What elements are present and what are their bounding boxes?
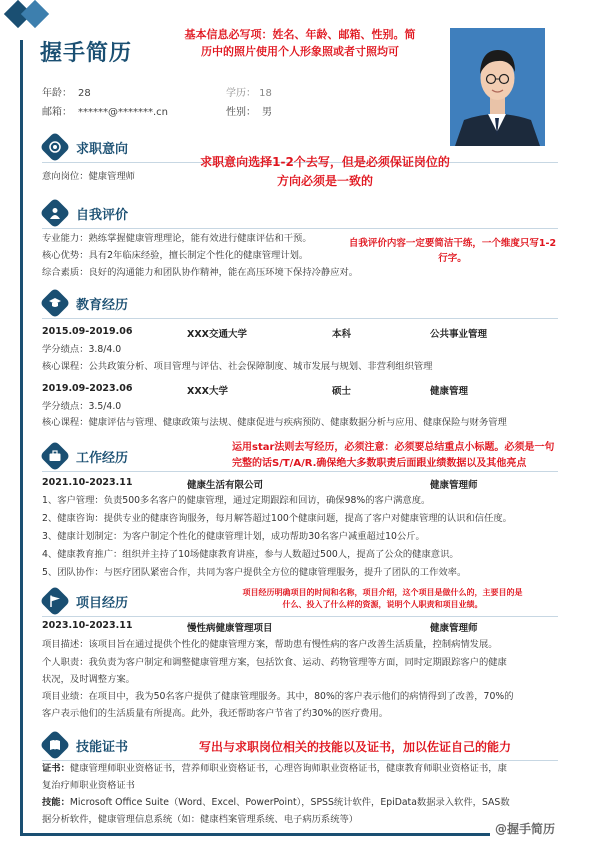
profile-photo bbox=[450, 28, 545, 146]
target-icon bbox=[42, 134, 68, 160]
intent-note: 求职意向选择1-2个去写，但是必须保证岗位的方向必须是一致的 bbox=[200, 155, 450, 188]
decor-diamond bbox=[21, 0, 49, 28]
work-item: 3、健康计划制定：为客户制定个性化的健康管理计划，成功帮助30名客户减重超过10公斤。 bbox=[42, 531, 425, 542]
frame-border bbox=[20, 833, 490, 836]
briefcase-icon bbox=[42, 443, 68, 469]
project-line: 项目描述：该项目旨在通过提供个性化的健康管理方案，帮助患有慢性病的客户改善生活质量，控制病情发展。 bbox=[42, 639, 498, 650]
skills-line: 据分析软件，健康管理信息系统（如：健康档案管理系统、电子病历系统等） bbox=[42, 814, 359, 825]
section-title: 教育经历 bbox=[76, 297, 129, 313]
section-header-education bbox=[42, 290, 128, 316]
section-divider bbox=[42, 760, 558, 761]
project-line: 项目业绩：在项目中，我为50名客户提供了健康管理服务。其中，80%的客户表示他们的病情得到了改善，70%的 bbox=[42, 691, 514, 702]
certificates-line: 证书：健康管理师职业资格证书，营养师职业资格证书，心理咨询师职业资格证书，健康教育师职业资格证书，康 bbox=[42, 763, 507, 774]
section-title: 项目经历 bbox=[76, 595, 129, 611]
section-title: 工作经历 bbox=[76, 450, 129, 466]
page-title: 握手简历 bbox=[40, 41, 133, 66]
certificate-icon bbox=[42, 732, 68, 758]
education-field: 学历： 18 bbox=[226, 88, 272, 99]
person-icon bbox=[42, 200, 68, 226]
certificates-line: 复治疗师职业资格证书 bbox=[42, 780, 135, 791]
section-divider bbox=[42, 318, 558, 319]
section-divider bbox=[42, 228, 558, 229]
project-note: 项目经历明确项目的时间和名称，项目介绍，这个项目是做什么的，主要目的是什么、投入了什么样的资源，说明个人职责和项目业绩。 bbox=[242, 588, 523, 610]
graduation-cap-icon bbox=[42, 290, 68, 316]
age-field: 年龄： 28 bbox=[42, 88, 91, 99]
section-divider bbox=[42, 616, 558, 617]
frame-border bbox=[20, 40, 23, 835]
education-courses: 核心课程：健康评估与管理、健康政策与法规、健康促进与疾病预防、健康数据分析与应用、健康保险与财务管理 bbox=[42, 417, 507, 428]
gender-field: 性别： 男 bbox=[226, 107, 272, 118]
self-eval-line: 核心优势：具有2年临床经验，擅长制定个性化的健康管理计划。 bbox=[42, 250, 309, 261]
project-line: 状况，及时调整方案。 bbox=[42, 674, 135, 685]
section-header-project bbox=[42, 588, 128, 614]
work-item: 2、健康咨询：提供专业的健康咨询服务，每月解答超过100个健康问题，提高了客户对健康管理的认识和信任度。 bbox=[42, 513, 512, 524]
skills-note: 写出与求职岗位相关的技能以及证书，加以佐证自己的能力 bbox=[198, 740, 511, 754]
section-title: 技能证书 bbox=[76, 739, 129, 755]
project-line: 个人职责：我负责为客户制定和调整健康管理方案，包括饮食、运动、药物管理等方面，同时定期跟踪客户的健康 bbox=[42, 657, 507, 668]
basic-info-note: 基本信息必写项：姓名、年龄、邮箱、性别。简历中的照片使用个人形象照或者寸照均可 bbox=[180, 26, 420, 60]
education-gpa: 学分绩点：3.5/4.0 bbox=[42, 401, 122, 412]
section-title: 自我评价 bbox=[76, 207, 129, 223]
education-courses: 核心课程：公共政策分析、项目管理与评估、社会保障制度、城市发展与规划、非营利组织管理 bbox=[42, 361, 433, 372]
skills-line: 技能：Microsoft Office Suite（Word、Excel、PowerPoint），SPSS统计软件，EpiData数据录入软件，SAS数 bbox=[42, 797, 510, 808]
self-eval-line: 专业能力：熟练掌握健康管理理论，能有效进行健康评估和干预。 bbox=[42, 233, 312, 244]
section-header-skills bbox=[42, 732, 128, 758]
work-item: 1、客户管理：负责500多名客户的健康管理，通过定期跟踪和回访，确保98%的客户满意度。 bbox=[42, 495, 431, 506]
email-field: 邮箱： ******@*******.cn bbox=[42, 107, 169, 118]
education-gpa: 学分绩点：3.8/4.0 bbox=[42, 344, 122, 355]
section-header-intent bbox=[42, 134, 128, 160]
flag-icon bbox=[42, 588, 68, 614]
work-item: 4、健康教育推广：组织并主持了10场健康教育讲座，参与人数超过500人，提高了公众的健康意识。 bbox=[42, 549, 459, 560]
section-divider bbox=[42, 471, 558, 472]
section-header-work bbox=[42, 443, 128, 469]
self-eval-line: 综合素质：良好的沟通能力和团队协作精神，能在高压环境下保持冷静应对。 bbox=[42, 267, 359, 278]
self-eval-note: 自我评价内容一定要简洁干练，一个维度只写1-2行字。 bbox=[348, 238, 557, 264]
work-item: 5、团队协作：与医疗团队紧密合作，共同为客户提供全方位的健康管理服务，提升了团队的工作效率。 bbox=[42, 567, 467, 578]
section-title: 求职意向 bbox=[76, 141, 129, 157]
watermark: @握手简历 bbox=[495, 822, 556, 836]
section-header-self-eval bbox=[42, 200, 128, 226]
project-line: 客户表示他们的生活质量有所提高。此外，我还帮助客户节省了约30%的医疗费用。 bbox=[42, 708, 389, 719]
intent-position: 意向岗位：健康管理师 bbox=[42, 171, 135, 182]
work-note: 运用star法则去写经历，必须注意：必须要总结重点小标题。必须是一句完整的话S/T/A/R.确保绝大多数职责后面跟业绩数据以及其他亮点 bbox=[232, 442, 555, 469]
